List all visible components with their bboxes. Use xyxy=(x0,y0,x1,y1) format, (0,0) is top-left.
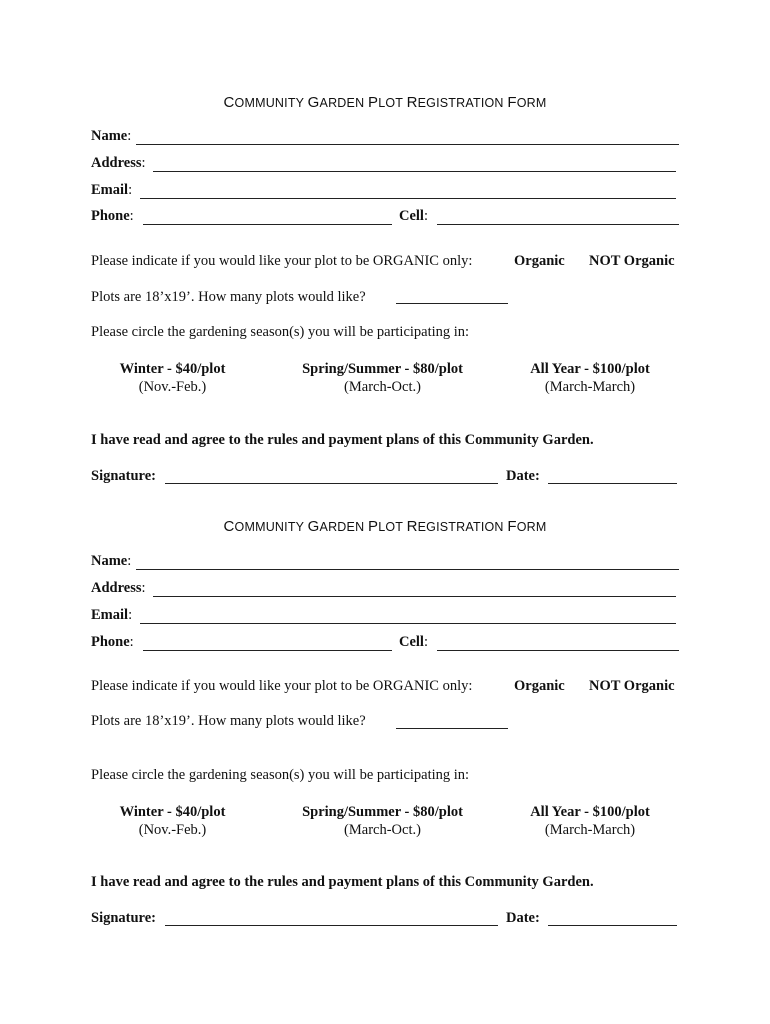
plots-question: Plots are 18’x19’. How many plots would like? xyxy=(91,289,366,305)
name-field[interactable] xyxy=(136,144,679,145)
address-label: Address: xyxy=(91,580,146,596)
phone-label: Phone: xyxy=(91,208,134,224)
cell-field[interactable] xyxy=(437,650,679,651)
address-field[interactable] xyxy=(153,596,676,597)
cell-label: Cell: xyxy=(399,208,428,224)
email-label: Email: xyxy=(91,182,133,198)
season-all-year[interactable]: All Year - $100/plot (March-March) xyxy=(530,361,650,395)
phone-field[interactable] xyxy=(143,224,392,225)
season-all-year[interactable]: All Year - $100/plot (March-March) xyxy=(530,804,650,838)
email-field[interactable] xyxy=(140,623,676,624)
signature-field[interactable] xyxy=(165,483,498,484)
email-field[interactable] xyxy=(140,198,676,199)
name-field[interactable] xyxy=(136,569,679,570)
address-field[interactable] xyxy=(153,171,676,172)
date-field[interactable] xyxy=(548,925,677,926)
name-label: Name: xyxy=(91,128,132,144)
season-spring-summer[interactable]: Spring/Summer - $80/plot (March-Oct.) xyxy=(302,361,463,395)
season-winter[interactable]: Winter - $40/plot (Nov.-Feb.) xyxy=(119,804,226,838)
season-question: Please circle the gardening season(s) you will be participating in: xyxy=(91,767,470,783)
date-label: Date: xyxy=(506,910,540,926)
organic-question: Please indicate if you would like your plot to be ORGANIC only: xyxy=(91,678,473,694)
organic-question: Please indicate if you would like your plot to be ORGANIC only: xyxy=(91,253,473,269)
form-title: COMMUNITY GARDEN PLOT REGISTRATION FORM xyxy=(223,94,547,111)
agreement-statement: I have read and agree to the rules and payment plans of this Community Garden. xyxy=(91,432,594,448)
season-question: Please circle the gardening season(s) you will be participating in: xyxy=(91,324,470,340)
organic-option[interactable]: Organic xyxy=(514,678,565,694)
signature-label: Signature: xyxy=(91,910,156,926)
signature-field[interactable] xyxy=(165,925,498,926)
cell-label: Cell: xyxy=(399,634,428,650)
not-organic-option[interactable]: NOT Organic xyxy=(589,253,675,269)
form-title: COMMUNITY GARDEN PLOT REGISTRATION FORM xyxy=(223,518,547,535)
signature-label: Signature: xyxy=(91,468,156,484)
date-field[interactable] xyxy=(548,483,677,484)
cell-field[interactable] xyxy=(437,224,679,225)
organic-option[interactable]: Organic xyxy=(514,253,565,269)
name-label: Name: xyxy=(91,553,132,569)
address-label: Address: xyxy=(91,155,146,171)
phone-label: Phone: xyxy=(91,634,134,650)
plots-question: Plots are 18’x19’. How many plots would like? xyxy=(91,713,366,729)
agreement-statement: I have read and agree to the rules and payment plans of this Community Garden. xyxy=(91,874,594,890)
not-organic-option[interactable]: NOT Organic xyxy=(589,678,675,694)
phone-field[interactable] xyxy=(143,650,392,651)
season-winter[interactable]: Winter - $40/plot (Nov.-Feb.) xyxy=(119,361,226,395)
plots-count-field[interactable] xyxy=(396,303,508,304)
date-label: Date: xyxy=(506,468,540,484)
email-label: Email: xyxy=(91,607,133,623)
season-spring-summer[interactable]: Spring/Summer - $80/plot (March-Oct.) xyxy=(302,804,463,838)
plots-count-field[interactable] xyxy=(396,728,508,729)
